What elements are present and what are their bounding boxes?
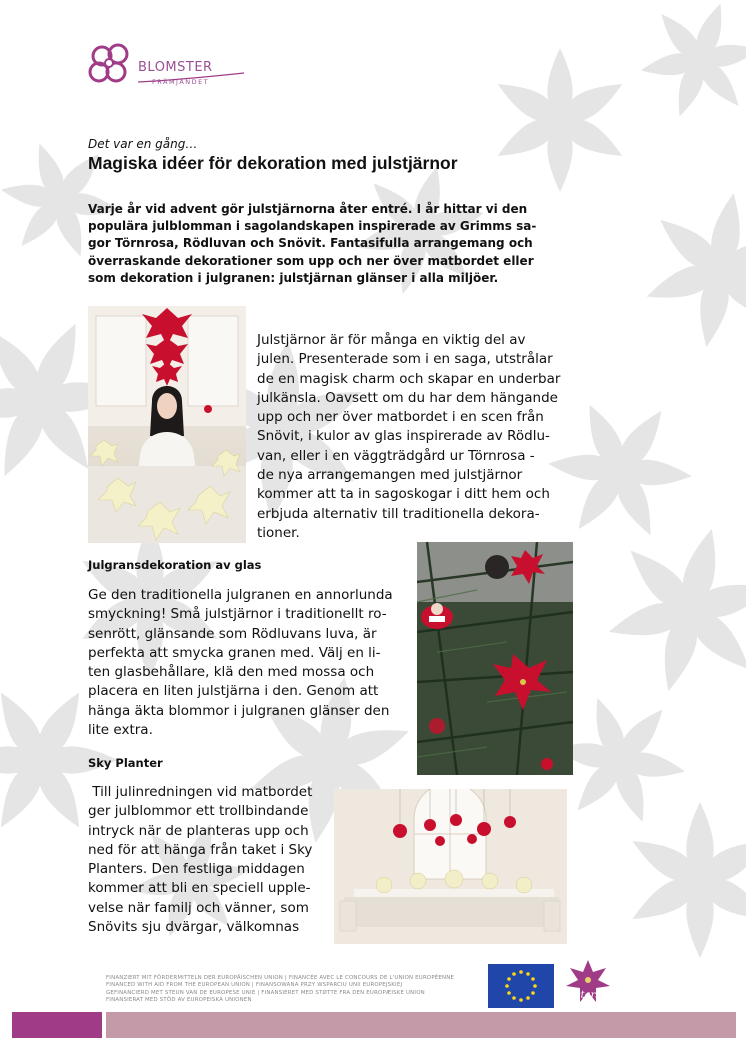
text-line: Till julinredningen vid matbordet	[88, 784, 313, 800]
photo-woman-with-poinsettias	[88, 306, 246, 543]
text-line: Planters. Den festliga middagen	[88, 861, 305, 878]
text-line: ger julblommor ett trollbindande	[88, 803, 309, 820]
photo-sky-planter-dining-table	[334, 789, 567, 944]
text-line: hänga äkta blommor i julgranen glänser den	[88, 702, 390, 719]
photo-christmas-tree-poinsettia	[417, 542, 573, 775]
text-line: upp och ner över matbordet i en scen från	[257, 409, 544, 426]
stars-logo-sub: for europe	[573, 1003, 603, 1009]
funding-line: FINANCED WITH AID FROM THE EUROPEAN UNION | FINANSOWANA PRZY WSPARCIU UNII EUROPEJSKIEJ	[106, 982, 403, 989]
text-line: erbjuda alternativ till traditionella dekora-	[257, 505, 540, 522]
text-line: van, eller i en väggträdgård ur Törnrosa -	[257, 447, 535, 464]
intro-line: Varje år vid advent gör julstjärnorna åter entré. I år hittar vi den	[88, 202, 528, 216]
intro-line: populära julblomman i sagolandskapen inspirerade av Grimms sa-	[88, 219, 537, 234]
footer-band-left	[12, 1012, 102, 1038]
section3-heading: Sky Planter	[88, 756, 163, 770]
text-line: Snövit, i kulor av glas inspirerade av Rödlu-	[257, 428, 550, 445]
text-line: ten glasbehållare, klä den med mossa och	[88, 664, 375, 681]
section2-paragraph	[88, 586, 408, 740]
text-line: Ge den traditionella julgranen en annorlunda	[88, 587, 393, 603]
blomster-logo	[86, 40, 246, 90]
eu-funding-notice	[106, 975, 476, 1005]
text-line: julen. Presenterade som i en saga, utstrålar	[257, 351, 553, 368]
text-line: smyckning! Små julstjärnor i traditionellt ro-	[88, 606, 387, 623]
text-line: Julstjärnor är för många en viktig del av	[257, 332, 526, 348]
text-line: velse när familj och vänner, som	[88, 899, 309, 916]
text-line: senrött, glänsande som Rödluvans luva, är	[88, 625, 377, 642]
text-line: kommer att bli en speciell upple-	[88, 880, 311, 897]
funding-line: GEFINANCIERD MET STEUN VAN DE EUROPESE UNIE | FINANSIERET MED STØTTE FRA DEN EUROPÆISKE UNION	[106, 989, 425, 996]
text-line: tioner.	[257, 524, 300, 541]
text-line: lite extra.	[88, 722, 153, 739]
intro-paragraph	[88, 201, 568, 287]
section3-paragraph	[88, 783, 333, 937]
flower-logo-icon	[86, 40, 136, 90]
kicker-text: Det var en gång…	[88, 137, 198, 151]
text-line: de nya arrangemangen med julstjärnor	[257, 467, 523, 484]
section2-heading: Julgransdekoration av glas	[88, 558, 262, 572]
stars-for-europe-logo	[562, 958, 614, 1010]
text-line: julkänsla. Oavsett om du har dem hängande	[257, 389, 558, 406]
funding-line: FINANSIERAT MED STÖD AV EUROPEISKA UNIONEN	[106, 997, 252, 1004]
text-line: perfekta att smycka granen med. Välj en li-	[88, 644, 381, 661]
text-line: placera en liten julstjärna i den. Genom att	[88, 683, 379, 700]
funding-line: FINANZIERT MIT FÖRDERMITTELN DER EUROPÄISCHEN UNION | FINANCÉE AVEC LE CONCOURS DE L'UNION EUROPÉENNE	[106, 975, 455, 981]
text-line: de en magisk charm och skapar en underbar	[257, 370, 561, 387]
stars-logo-word: stars	[575, 990, 601, 1001]
logo-wordmark: BLOMSTER	[138, 60, 213, 75]
text-line: kommer att ta in sagoskogar i ditt hem och	[257, 486, 550, 503]
text-line: ned för att hänga från taket i Sky	[88, 841, 313, 858]
section1-paragraph	[257, 331, 587, 543]
logo-subtitle: FRÄMJANDET	[152, 78, 210, 86]
text-line: Snövits sju dvärgar, välkomnas	[88, 919, 300, 936]
intro-line: överraskande dekorationer som upp och ner över matbordet eller	[88, 253, 534, 268]
text-line: intryck när de planteras upp och	[88, 822, 309, 839]
intro-line: som dekoration i julgranen: julstjärnan glänser i alla miljöer.	[88, 270, 499, 285]
intro-line: gor Törnrosa, Rödluvan och Snövit. Fantasifulla arrangemang och	[88, 236, 533, 251]
footer-band-right	[106, 1012, 736, 1038]
eu-flag-icon	[488, 964, 554, 1008]
page-title: Magiska idéer för dekoration med julstjärnor	[88, 153, 458, 173]
